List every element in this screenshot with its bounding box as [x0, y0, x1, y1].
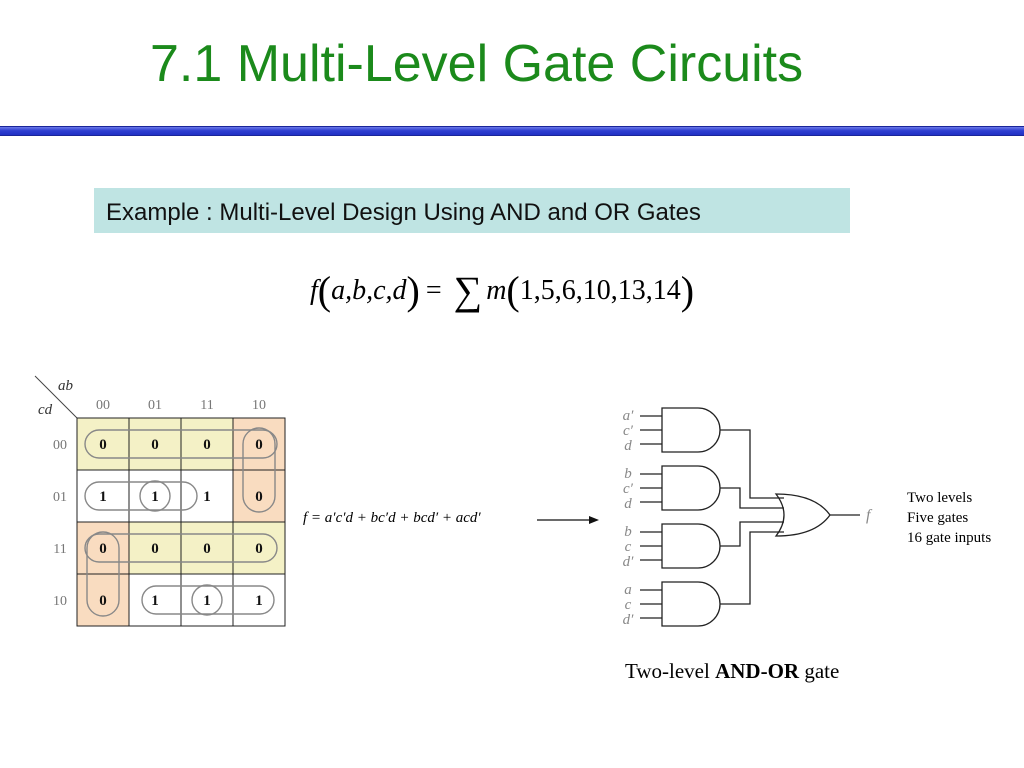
- input-label: a: [624, 582, 632, 598]
- formula-minterms: 1,5,6,10,13,14: [519, 275, 681, 306]
- kmap-col-label: 11: [200, 398, 214, 413]
- kmap-cell: 0: [203, 541, 211, 557]
- circuit-note: Two levels: [907, 490, 973, 506]
- input-label: d′: [622, 612, 634, 628]
- gate-wiring: [720, 430, 784, 604]
- kmap-col-label: 00: [96, 398, 110, 413]
- and-gate-4: [662, 582, 720, 626]
- circuit-note: Five gates: [907, 510, 969, 526]
- kmap-col-label: 10: [252, 398, 266, 413]
- input-label: c: [624, 597, 632, 613]
- kmap-cell: 0: [203, 437, 211, 453]
- and-gate-inputs: [640, 416, 662, 618]
- kmap-row-label: 00: [53, 438, 67, 453]
- kmap-row-label: 10: [53, 594, 67, 609]
- kmap-cell: 1: [255, 593, 263, 609]
- kmap-row-label: 11: [53, 542, 67, 557]
- kmap-cell: 0: [255, 437, 263, 453]
- or-gate: [776, 494, 830, 536]
- title-rule: [0, 126, 1024, 136]
- kmap-cell: 0: [151, 541, 159, 557]
- kmap-cell: 1: [151, 489, 159, 505]
- summation-icon: ∑: [453, 268, 483, 313]
- input-label: c′: [623, 481, 633, 497]
- function-formula: [310, 266, 694, 316]
- kmap-cell: 1: [203, 489, 211, 505]
- kmap-cell: 0: [255, 489, 263, 505]
- example-banner-text: Example : Multi-Level Design Using AND and OR Gates: [106, 199, 701, 226]
- input-label: d: [624, 496, 632, 512]
- kmap-cell: 0: [255, 541, 263, 557]
- and-gate-1: [662, 408, 720, 452]
- kmap-cell: 1: [99, 489, 107, 505]
- example-banner: [94, 188, 850, 233]
- input-label: c: [624, 539, 632, 555]
- input-label: d: [624, 438, 632, 454]
- kmap-cell: 0: [99, 593, 107, 609]
- and-or-circuit: [610, 398, 900, 630]
- caption-bold: AND-OR: [715, 659, 800, 683]
- and-gate-3: [662, 524, 720, 568]
- kmap-col-label: 01: [148, 398, 162, 413]
- kmap-cell: 0: [99, 437, 107, 453]
- caption-pre: Two-level: [625, 659, 716, 683]
- kmap-cell: 1: [151, 593, 159, 609]
- formula-paren-close-2: ): [680, 268, 695, 313]
- input-label: b: [624, 466, 632, 482]
- formula-paren-open: (: [317, 268, 332, 313]
- and-gate-2: [662, 466, 720, 510]
- formula-equals: =: [425, 275, 442, 306]
- formula-func: f: [310, 275, 318, 306]
- caption-post: gate: [799, 659, 840, 683]
- output-label: f: [866, 507, 871, 524]
- formula-paren-open-2: (: [506, 268, 520, 313]
- input-label: d′: [622, 554, 634, 570]
- formula-m: m: [486, 275, 507, 306]
- kmap-col-var: ab: [58, 378, 73, 394]
- kmap-cell: 0: [151, 437, 159, 453]
- kmap-expression: f = a′c′d + bc′d + bcd′ + acd′: [303, 510, 481, 526]
- slide-title: 7.1 Multi-Level Gate Circuits: [150, 35, 804, 93]
- kmap-cell: 0: [99, 541, 107, 557]
- kmap-row-var: cd: [38, 402, 53, 418]
- kmap-row-label: 01: [53, 490, 67, 505]
- formula-paren-close: ): [406, 268, 420, 313]
- circuit-note: 16 gate inputs: [907, 530, 992, 546]
- input-label: c′: [623, 423, 633, 439]
- karnaugh-map: [30, 372, 300, 634]
- kmap-cell: 1: [203, 593, 211, 609]
- circuit-caption: [625, 659, 839, 684]
- formula-args: a,b,c,d: [331, 275, 407, 306]
- arrow-icon: [537, 513, 601, 527]
- input-label: b: [624, 524, 632, 540]
- input-label: a′: [622, 408, 634, 424]
